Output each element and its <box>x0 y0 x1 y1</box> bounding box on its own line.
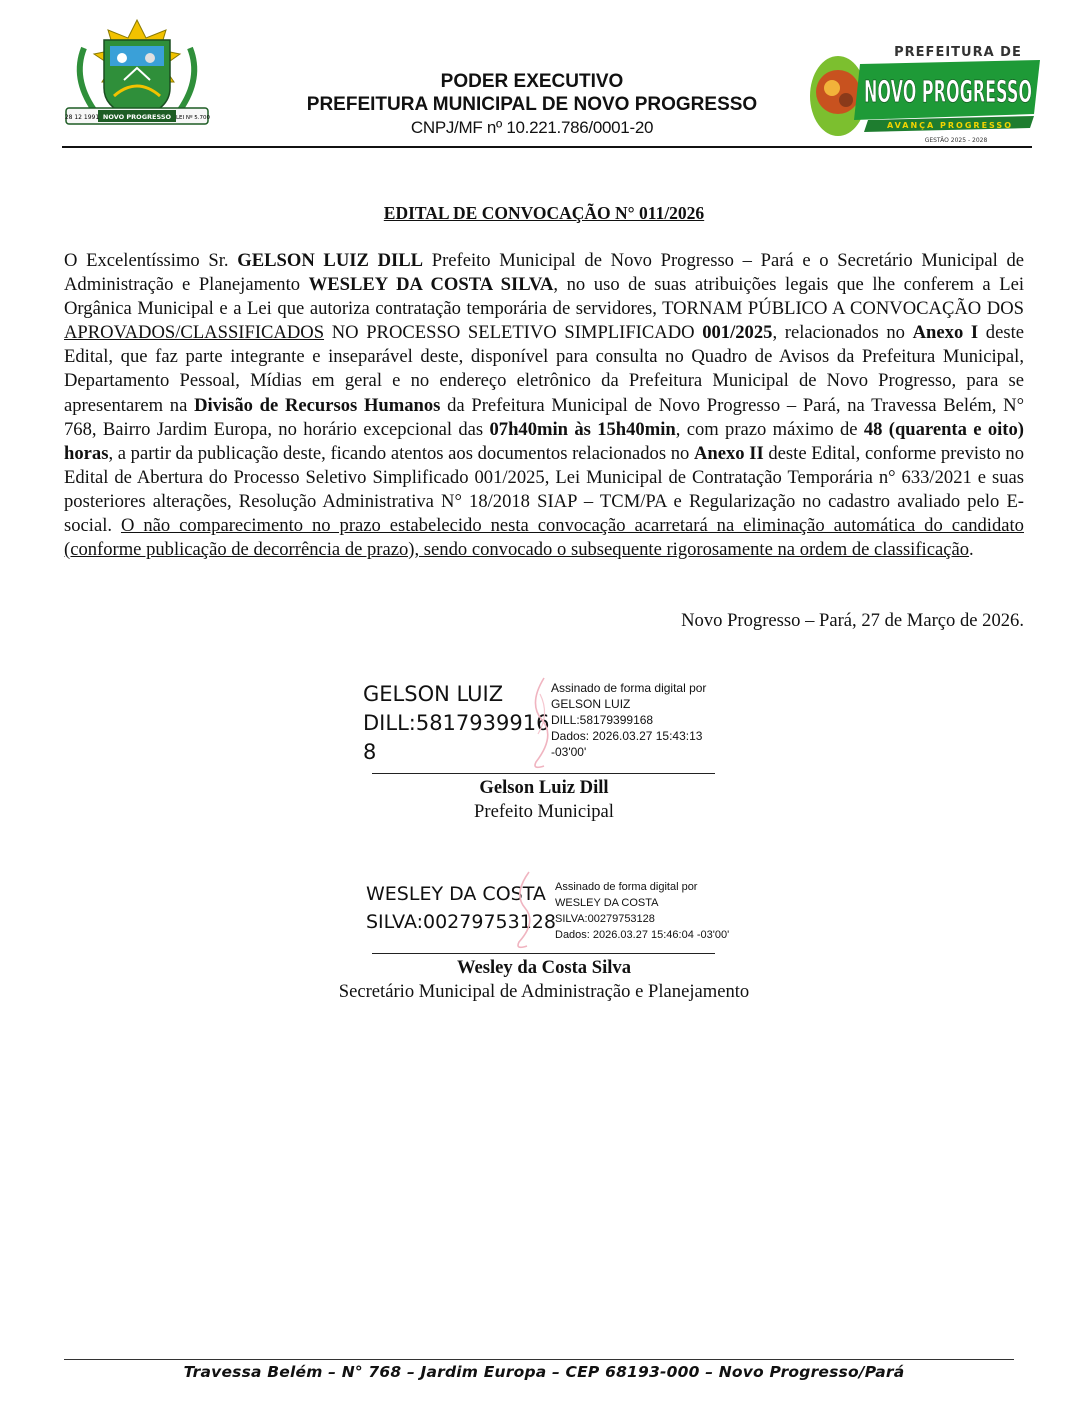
digital-signature-details-1 <box>551 680 751 760</box>
mayor-name-bold: GELSON LUIZ DILL <box>237 250 424 271</box>
header-divider <box>62 146 1032 148</box>
logo-band-text: AVANÇA PROGRESSO <box>886 121 1014 130</box>
approved-underlined: APROVADOS/CLASSIFICADOS <box>64 322 325 344</box>
signature-detail-line: Dados: 2026.03.27 15:46:04 -03'00' <box>555 929 730 941</box>
signature-detail-line: Dados: 2026.03.27 15:43:13 <box>551 729 703 743</box>
body-text-segment: NO PROCESSO SELETIVO SIMPLIFICADO <box>324 322 703 344</box>
document-title: EDITAL DE CONVOCAÇÃO N° 011/2026 <box>383 203 705 223</box>
signer-role-2: Secretário Municipal de Administração e Planejamento <box>338 981 750 1002</box>
body-text-segment: Prefeito Municipal de Novo Progresso – Pará e o Secretário Municipal de Administração e Planejamento <box>64 250 1024 296</box>
logo-sub-text: GESTÃO 2025 - 2028 <box>924 137 988 144</box>
process-number-bold: 001/2025 <box>702 322 773 344</box>
municipal-coat-of-arms <box>62 18 212 130</box>
body-text-segment: deste Edital, conforme previsto no Edital de Abertura do Processo Seletivo Simplificado 001/2025, Lei Municipal de Contratação Temporária n° 633/2021 e suas posteriores alterações, Resolução Administrativa N° 18/2018 SIAP – TCM/PA e Regularização no cadastro avaliado pelo E-social. <box>64 442 1024 537</box>
body-text-segment: O Excelentíssimo Sr. <box>64 250 238 271</box>
body-text-segment: . <box>969 539 974 561</box>
signer-role-1: Prefeito Municipal <box>474 801 614 822</box>
brasao-band-text: NOVO PROGRESSO <box>102 113 172 121</box>
digital-signature-line: GELSON LUIZ <box>363 682 504 706</box>
signature-stroke-icon <box>505 868 545 952</box>
header-power-title: PODER EXECUTIVO <box>440 71 624 92</box>
signer-name-2: Wesley da Costa Silva <box>456 957 632 978</box>
digital-signature-line: 8 <box>363 740 377 764</box>
signature-detail-line: SILVA:00279753128 <box>555 913 655 925</box>
digital-signature-details-2 <box>555 879 755 943</box>
signature-detail-line: Assinado de forma digital por <box>555 881 698 893</box>
non-attendance-warning: O não comparecimento no prazo estabelecido nesta convocação acarretará na eliminação automática do candidato (conforme publicação de decorrência de prazo), sendo convocado o subsequente rigorosamente na ordem de classificação <box>64 515 1024 561</box>
digital-signature-line: WESLEY DA COSTA <box>366 883 546 905</box>
signature-line-2 <box>372 953 715 954</box>
document-body <box>64 249 1024 562</box>
signature-detail-line: Assinado de forma digital por <box>551 681 707 695</box>
footer-divider <box>64 1359 1014 1360</box>
schedule-bold: 07h40min às 15h40min <box>489 418 676 440</box>
letterhead-text <box>262 70 802 140</box>
signature-detail-line: GELSON LUIZ <box>551 697 631 711</box>
logo-top-text: PREFEITURA DE <box>894 45 1022 60</box>
brasao-left-date: 28 12 1991 <box>64 114 100 121</box>
annex-two-bold: Anexo II <box>693 442 764 464</box>
deadline-bold: 48 (quarenta e oito) horas <box>64 418 1024 464</box>
brasao-right-text: LEI Nº 5.700 <box>175 115 211 121</box>
body-text-segment: , a partir da publicação deste, ficando atentos aos documentos relacionados no <box>108 442 694 464</box>
footer-address: Travessa Belém – N° 768 – Jardim Europa – CEP 68193-000 – Novo Progresso/Pará <box>183 1363 905 1381</box>
body-text-segment: da Prefeitura Municipal de Novo Progresso – Pará, na Travessa Belém, N° 768, Bairro Jardim Europa, no horário excepcional das <box>64 394 1024 440</box>
signature-detail-line: -03'00' <box>551 745 587 759</box>
annex-one-bold: Anexo I <box>912 322 979 344</box>
letterhead <box>62 18 1034 148</box>
logo-main-text: NOVO PROGRESSO <box>864 75 1032 110</box>
body-text-segment: , relacionados no <box>772 322 913 344</box>
signature-detail-line: DILL:58179399168 <box>551 713 654 727</box>
signature-detail-line: WESLEY DA COSTA <box>555 897 659 909</box>
digital-signature-line: DILL:5817939916 <box>363 711 550 735</box>
body-text-segment: , no uso de suas atribuições legais que lhe conferem a Lei Orgânica Municipal e a Lei que autoriza contratação temporária de servidores, TORNAM PÚBLICO A CONVOCAÇÃO DOS <box>64 274 1025 320</box>
digital-signature-line: SILVA:00279753128 <box>366 911 556 933</box>
signature-line-1 <box>372 773 715 774</box>
body-text-segment: , com prazo máximo de <box>675 418 864 440</box>
signer-name-1: Gelson Luiz Dill <box>479 777 609 798</box>
secretary-name-bold: WESLEY DA COSTA SILVA <box>308 274 554 296</box>
prefeitura-logo <box>808 40 1044 150</box>
body-text-segment: deste Edital, que faz parte integrante e inseparável deste, disponível para consulta no Quadro de Avisos da Prefeitura Municipal, Departamento Pessoal, Mídias em geral e no endereço eletrônico da Prefeitura Municipal de Novo Progresso, para se apresentarem na <box>64 322 1024 416</box>
header-cnpj: CNPJ/MF nº 10.221.786/0001-20 <box>410 118 654 137</box>
hr-division-bold: Divisão de Recursos Humanos <box>194 394 441 416</box>
date-line: Novo Progresso – Pará, 27 de Março de 2026. <box>681 610 1024 631</box>
header-prefeitura-title: PREFEITURA MUNICIPAL DE NOVO PROGRESSO <box>306 94 758 115</box>
